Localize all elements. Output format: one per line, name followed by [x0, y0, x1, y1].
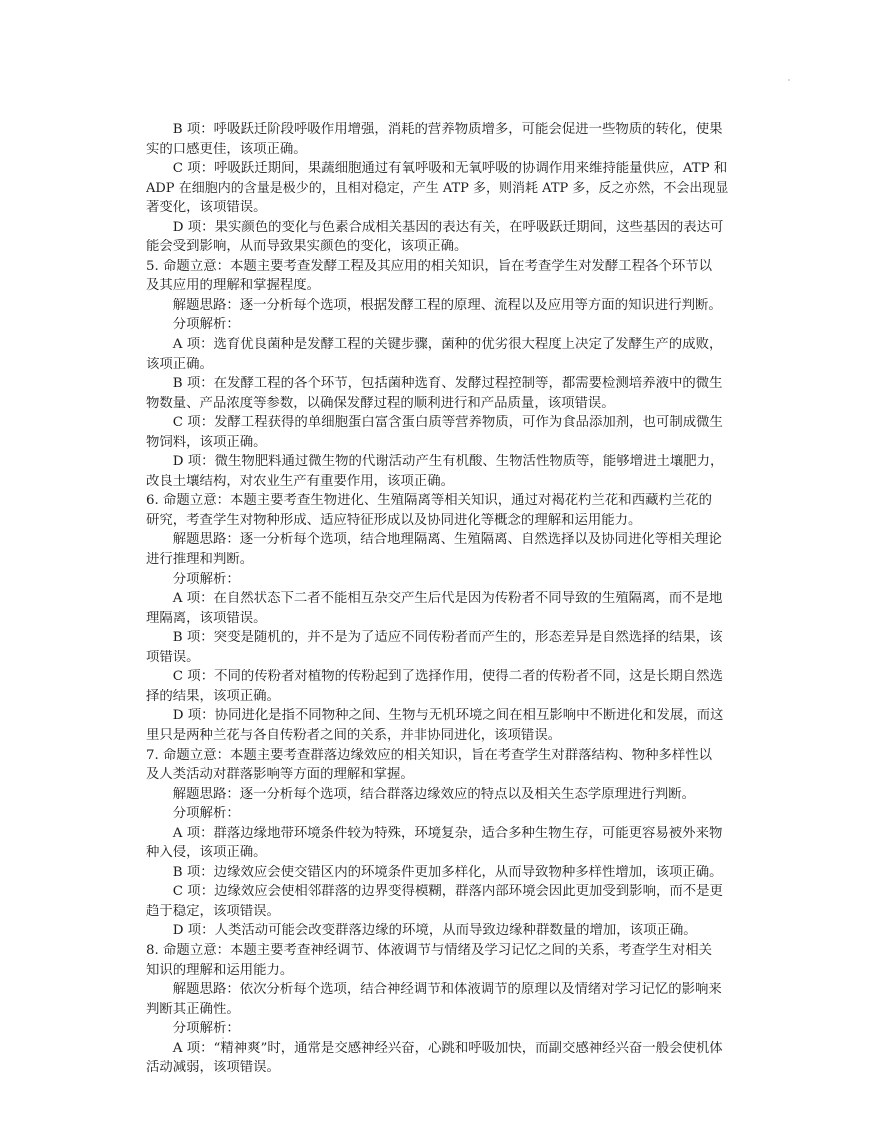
scan-speck [788, 79, 790, 81]
text-line: D 项：果实颜色的变化与色素合成相关基因的表达有关，在呼吸跃迁期间，这些基因的表达可 [172, 219, 724, 235]
text-line: 研究，考查学生对物种形成、适应特征形成以及协同进化等概念的理解和运用能力。 [146, 512, 642, 528]
text-line: B 项：边缘效应会使交错区内的环境条件更加多样化，从而导致物种多样性增加，该项正确。 [172, 864, 723, 880]
text-line: 5. 命题立意：本题主要考查发酵工程及其应用的相关知识，旨在考查学生对发酵工程各个环节以 [146, 258, 713, 274]
text-line: A 项：选育优良菌种是发酵工程的关键步骤，菌种的优劣很大程度上决定了发酵生产的成败， [172, 337, 723, 353]
text-line: 改良土壤结构，对农业生产有重要作用，该项正确。 [146, 473, 454, 489]
text-line: A 项：在自然状态下二者不能相互杂交产生后代是因为传粉者不同导致的生殖隔离，而不是地 [172, 591, 723, 607]
text-line: 判断其正确性。 [146, 1001, 240, 1017]
text-line: 著变化，该项错误。 [146, 200, 267, 216]
text-line: 知识的理解和运用能力。 [146, 962, 294, 978]
text-line: 理隔离，该项错误。 [146, 610, 267, 626]
text-line: D 项：人类活动可能会改变群落边缘的环境，从而导致边缘种群数量的增加，该项正确。 [172, 923, 697, 939]
text-line: A 项：“精神爽”时，通常是交感神经兴奋，心跳和呼吸加快，而副交感神经兴奋一般会使机体 [172, 1040, 723, 1056]
text-line: 分项解析： [172, 806, 240, 822]
text-line: 该项正确。 [146, 356, 213, 372]
text-line: 8. 命题立意：本题主要考查神经调节、体液调节与情绪及学习记忆之间的关系，考查学生对相关 [146, 942, 713, 958]
text-line: 及人类活动对群落影响等方面的理解和掌握。 [146, 767, 414, 783]
text-line: B 项：在发酵工程的各个环节，包括菌种选育、发酵过程控制等，都需要检测培养液中的微生 [172, 376, 723, 392]
text-line: 分项解析： [172, 317, 240, 333]
text-line: 进行推理和判断。 [146, 552, 254, 568]
text-line: 能会受到影响，从而导致果实颜色的变化，该项正确。 [146, 239, 468, 255]
text-line: A 项：群落边缘地带环境条件较为特殊，环境复杂，适合多种生物生存，可能更容易被外来物 [172, 825, 723, 841]
text-line: C 项：发酵工程获得的单细胞蛋白富含蛋白质等营养物质，可作为食品添加剂，也可制成微生 [172, 415, 723, 431]
text-line: 7. 命题立意：本题主要考查群落边缘效应的相关知识，旨在考查学生对群落结构、物种多样性以 [146, 747, 713, 763]
text-line: 解题思路：逐一分析每个选项，结合群落边缘效应的特点以及相关生态学原理进行判断。 [172, 786, 696, 802]
text-line: 解题思路：逐一分析每个选项，结合地理隔离、生殖隔离、自然选择以及协同进化等相关理论 [172, 532, 722, 548]
text-line: ADP 在细胞内的含量是极少的，且相对稳定，产生 ATP 多，则消耗 ATP 多，反之亦然，不会出现显 [146, 180, 729, 196]
text-line: D 项：协同进化是指不同物种之间、生物与无机环境之间在相互影响中不断进化和发展，而这 [172, 708, 724, 724]
text-line: C 项：不同的传粉者对植物的传粉起到了选择作用，使得二者的传粉者不同，这是长期自然选 [172, 669, 723, 685]
text-line: 种入侵，该项正确。 [146, 845, 267, 861]
text-line: C 项：边缘效应会使相邻群落的边界变得模糊，群落内部环境会因此更加受到影响，而不是更 [172, 884, 723, 900]
text-line: 择的结果，该项正确。 [146, 688, 280, 704]
text-line: 分项解析： [172, 571, 240, 587]
text-line: 活动减弱，该项错误。 [146, 1060, 280, 1076]
text-line: C 项：呼吸跃迁期间，果蔬细胞通过有氧呼吸和无氧呼吸的协调作用来维持能量供应，ATP 和 [172, 161, 728, 177]
text-line: 里只是两种兰花与各自传粉者之间的关系，并非协同进化，该项错误。 [146, 727, 562, 743]
text-line: 物饲料，该项正确。 [146, 434, 267, 450]
document-body [146, 122, 734, 1080]
text-line: D 项：微生物肥料通过微生物的代谢活动产生有机酸、生物活性物质等，能够增进土壤肥力， [172, 454, 724, 470]
text-line: 解题思路：逐一分析每个选项，根据发酵工程的原理、流程以及应用等方面的知识进行判断。 [172, 297, 722, 313]
text-line: B 项：呼吸跃迁阶段呼吸作用增强，消耗的营养物质增多，可能会促进一些物质的转化，使果 [172, 122, 723, 137]
text-line: 物数量、产品浓度等参数，以确保发酵过程的顺利进行和产品质量，该项错误。 [146, 395, 615, 411]
text-line: 实的口感更佳，该项正确。 [146, 141, 307, 157]
text-line: 项错误。 [146, 649, 200, 665]
text-line: 及其应用的理解和掌握程度。 [146, 278, 321, 294]
text-line: 6. 命题立意：本题主要考查生物进化、生殖隔离等相关知识，通过对褐花杓兰花和西藏杓兰花的 [146, 493, 713, 509]
text-line: 解题思路：依次分析每个选项，结合神经调节和体液调节的原理以及情绪对学习记忆的影响来 [172, 982, 722, 998]
text-line: 分项解析： [172, 1021, 240, 1037]
text-line: 趋于稳定，该项错误。 [146, 903, 280, 919]
text-line: B 项：突变是随机的，并不是为了适应不同传粉者而产生的，形态差异是自然选择的结果，该 [172, 630, 723, 646]
